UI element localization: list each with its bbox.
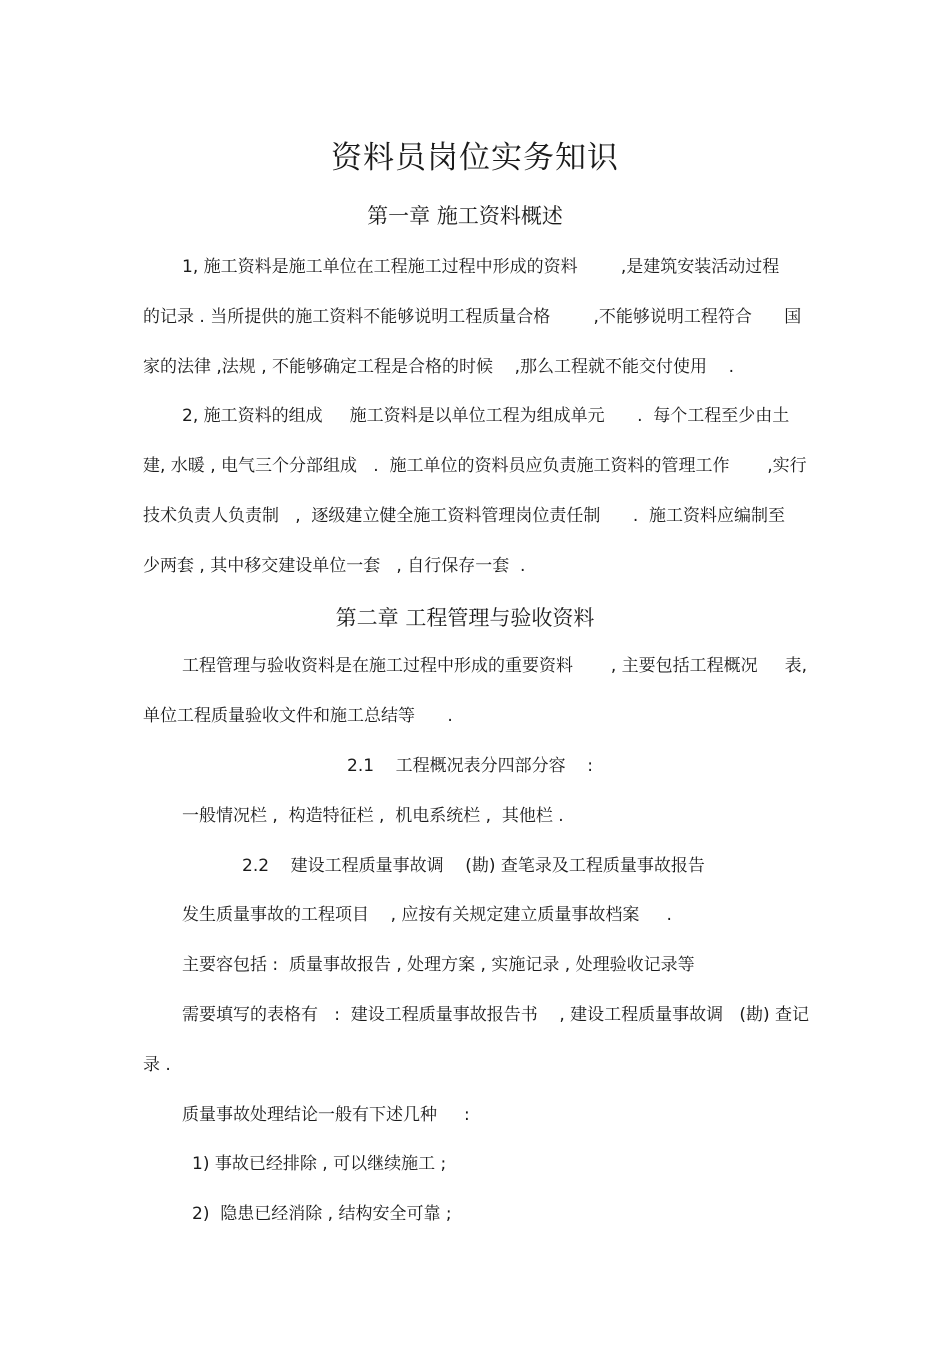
paragraph-line: 单位工程质量验收文件和施工总结等 . bbox=[143, 706, 453, 726]
chapter-1-heading: 第一章 施工资料概述 bbox=[367, 204, 563, 228]
list-item: 1) 事故已经排除 , 可以继续施工 ; bbox=[192, 1154, 447, 1174]
paragraph-line: 的记录 . 当所提供的施工资料不能够说明工程质量合格 ,不能够说明工程符合 国 bbox=[143, 307, 802, 327]
paragraph-line: 建, 水暖 , 电气三个分部组成 . 施工单位的资料员应负责施工资料的管理工作 ,实行 bbox=[143, 456, 807, 476]
paragraph-line: 少两套 , 其中移交建设单位一套 , 自行保存一套 . bbox=[143, 556, 526, 576]
paragraph-line: 主要容包括 : 质量事故报告 , 处理方案 , 实施记录 , 处理验收记录等 bbox=[182, 955, 695, 975]
document-title: 资料员岗位实务知识 bbox=[331, 140, 619, 176]
paragraph-line: 发生质量事故的工程项目 , 应按有关规定建立质量事故档案 . bbox=[182, 905, 672, 925]
paragraph-line: 2, 施工资料的组成 施工资料是以单位工程为组成单元 . 每个工程至少由土 bbox=[182, 406, 790, 426]
section-2-1-body: 一般情况栏 , 构造特征栏 , 机电系统栏 , 其他栏 . bbox=[182, 806, 564, 826]
section-2-2-heading: 2.2 建设工程质量事故调 (勘) 查笔录及工程质量事故报告 bbox=[242, 856, 705, 876]
conclusion-intro: 质量事故处理结论一般有下述几种 : bbox=[182, 1105, 470, 1125]
paragraph-line: 家的法律 ,法规 , 不能够确定工程是合格的时候 ,那么工程就不能交付使用 . bbox=[143, 357, 735, 377]
paragraph-line: 技术负责人负责制 , 逐级建立健全施工资料管理岗位责任制 . 施工资料应编制至 bbox=[143, 506, 786, 526]
paragraph-line: 录 . bbox=[143, 1055, 171, 1075]
chapter-2-heading: 第二章 工程管理与验收资料 bbox=[335, 606, 595, 630]
list-item: 2) 隐患已经消除 , 结构安全可靠 ; bbox=[192, 1204, 452, 1224]
paragraph-line: 工程管理与验收资料是在施工过程中形成的重要资料 , 主要包括工程概况 表, bbox=[182, 656, 808, 676]
paragraph-line: 需要填写的表格有 : 建设工程质量事故报告书 , 建设工程质量事故调 (勘) 查记 bbox=[182, 1005, 810, 1025]
section-2-1-heading: 2.1 工程概况表分四部分容 : bbox=[347, 756, 593, 776]
paragraph-line: 1, 施工资料是施工单位在工程施工过程中形成的资料 ,是建筑安装活动过程 bbox=[182, 257, 780, 277]
